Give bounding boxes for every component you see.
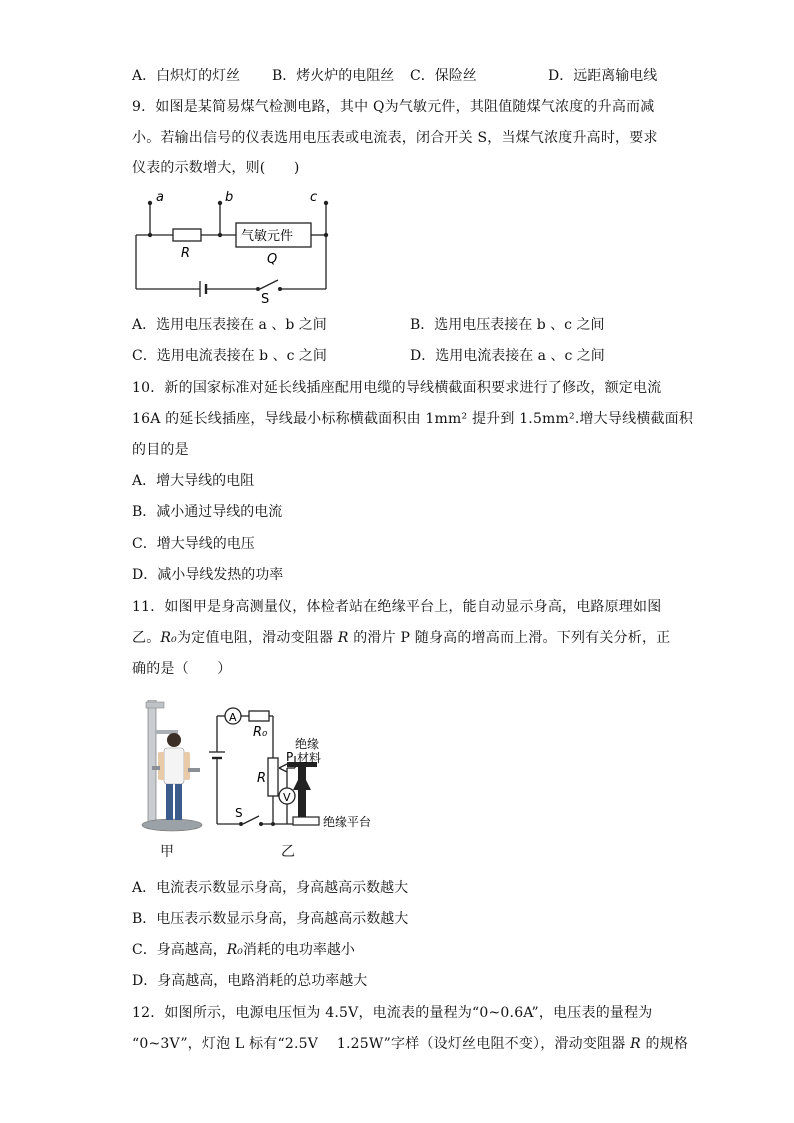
label-r0: R₀ (253, 725, 268, 740)
q10-option-b: B．减小通过导线的电流 (132, 504, 283, 520)
q11-option-d: D．身高越高，电路消耗的总功率越大 (132, 973, 368, 989)
q12-stem-line2: “0~3V”，灯泡 L 标有“2.5V 1.25W”字样（设灯丝电阻不变），滑动变阻器 R 的规格 (132, 1036, 689, 1052)
q9-option-d: D．选用电流表接在 a 、c 之间 (410, 348, 605, 364)
q11-stem-line1: 11．如图甲是身高测量仪，体检者站在绝缘平台上，能自动显示身高，电路原理如图 (132, 599, 662, 615)
q9-option-b: B．选用电压表接在 b 、c 之间 (410, 317, 605, 333)
q9-circuit-diagram (130, 185, 340, 305)
voltmeter-symbol: V (283, 791, 291, 804)
label-r: R (181, 246, 191, 261)
q9-stem-line1: 9．如图是某简易煤气检测电路，其中 Q为气敏元件，其阻值随煤气浓度的升高而减 (132, 99, 655, 115)
height-meter-photo (132, 700, 204, 833)
label-a: a (156, 190, 164, 205)
q11-option-a: A．电流表示数显示身高，身高越高示数越大 (132, 880, 409, 896)
q10-stem-line3: 的目的是 (132, 442, 189, 458)
label-insulating-2: 材料 (297, 751, 322, 765)
label-q: Q (267, 252, 278, 267)
caption-yi: 乙 (281, 844, 295, 860)
label-r: R (257, 771, 267, 786)
q10-stem-line2: 16A 的延长线插座，导线最小标称横截面积由 1mm² 提升到 1.5mm².增大导线横截面积 (132, 411, 694, 427)
caption-jia: 甲 (160, 844, 174, 860)
label-s: S (261, 292, 270, 305)
q11-circuit-diagram (205, 700, 390, 840)
q11-option-b: B．电压表示数显示身高，身高越高示数越大 (132, 911, 409, 927)
ammeter-symbol: A (229, 711, 237, 724)
label-c: c (310, 190, 318, 205)
q9-option-c: C．选用电流表接在 b 、c 之间 (132, 348, 327, 364)
q12-stem-line1: 12．如图所示，电源电压恒为 4.5V，电流表的量程为“0~0.6A”，电压表的量程为 (132, 1005, 653, 1021)
q10-option-a: A．增大导线的电阻 (132, 473, 255, 489)
q8-option-a: A．白炽灯的灯丝 (132, 68, 241, 84)
q11-stem-line3: 确的是（ ） (132, 661, 232, 677)
q8-option-b: B．烤火炉的电阻丝 (272, 68, 395, 84)
q9-stem-line3: 仪表的示数增大，则( ) (132, 160, 300, 176)
label-platform: 绝缘平台 (323, 815, 372, 829)
q9-stem-line2: 小。若输出信号的仪表选用电压表或电流表，闭合开关 S，当煤气浓度升高时，要求 (132, 130, 658, 146)
q11-stem-line2: 乙。R₀为定值电阻，滑动变阻器 R 的滑片 P 随身高的增高而上滑。下列有关分析，正 (132, 630, 671, 646)
q8-option-d: D．远距离输电线 (548, 68, 658, 84)
gas-element-text: 气敏元件 (241, 229, 294, 244)
label-insulating-1: 绝缘 (295, 737, 320, 751)
q8-option-c: C．保险丝 (410, 68, 477, 84)
q10-option-c: C．增大导线的电压 (132, 536, 255, 552)
q10-stem-line1: 10．新的国家标准对延长线插座配用电缆的导线横截面积要求进行了修改，额定电流 (132, 380, 662, 396)
label-p: P (286, 750, 294, 764)
q10-option-d: D．减小导线发热的功率 (132, 567, 284, 583)
label-switch: S (235, 806, 243, 820)
q11-option-c: C．身高越高，R₀消耗的电功率越小 (132, 942, 355, 958)
q9-option-a: A．选用电压表接在 a 、b 之间 (132, 317, 327, 333)
label-b: b (225, 190, 234, 205)
